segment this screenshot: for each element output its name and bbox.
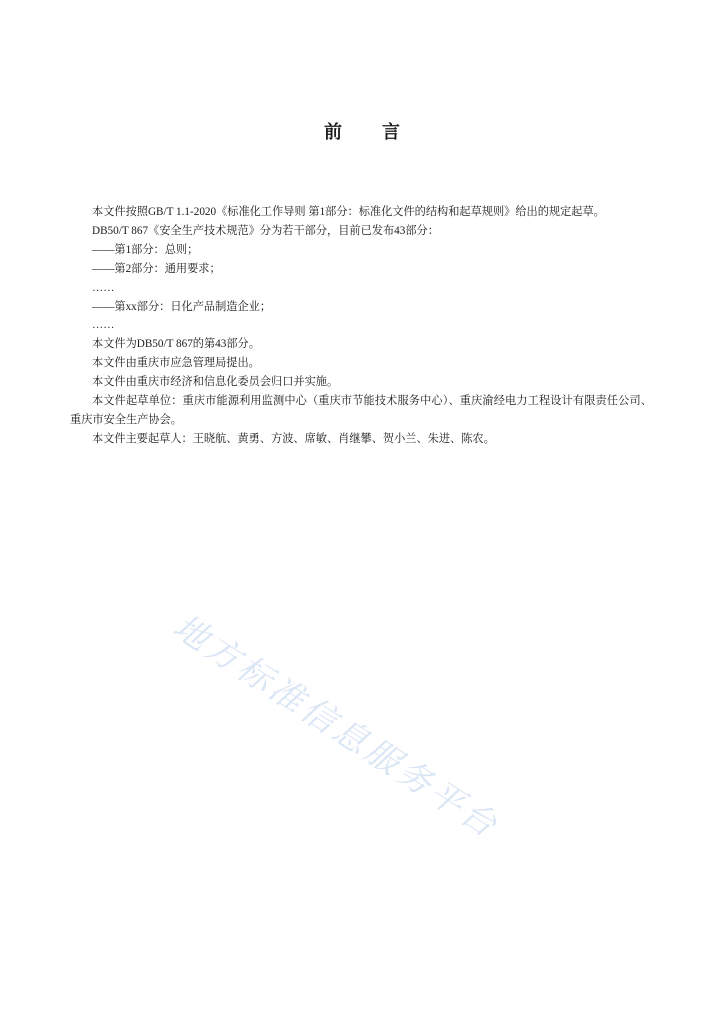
list-item-part-xx: ——第xx部分：日化产品制造企业； — [92, 300, 272, 313]
list-item-part-2: ——第2部分：通用要求； — [92, 262, 221, 275]
paragraph-proposed-by: 本文件由重庆市应急管理局提出。 — [92, 357, 260, 370]
title-char-2: 言 — [382, 122, 400, 143]
list-item-part-1: ——第1部分：总则； — [92, 243, 199, 256]
list-ellipsis-2: …… — [92, 319, 115, 332]
title-char-1: 前 — [324, 122, 342, 143]
paragraph-part-number: 本文件为DB50/T 867的第43部分。 — [92, 338, 260, 351]
foreword-body — [70, 203, 652, 449]
paragraph-drafters: 本文件主要起草人：王晓航、黄勇、方波、席敏、肖继攀、贺小兰、朱进、陈农。 — [92, 432, 495, 445]
paragraph-standard-basis: 本文件按照GB/T 1.1-2020《标准化工作导则 第1部分：标准化文件的结构和起草规则》给出的规定起草。 — [92, 206, 605, 218]
watermark: 地方标准信息服务平台 — [165, 606, 507, 848]
list-ellipsis-1: …… — [92, 281, 115, 294]
paragraph-drafting-units: 本文件起草单位：重庆市能源利用监测中心（重庆市节能技术服务中心）、重庆渝经电力工程设计有限责任公司、重庆市安全生产协会。 — [70, 395, 652, 426]
paragraph-series-intro: DB50/T 867《安全生产技术规范》分为若干部分，目前已发布43部分： — [92, 224, 439, 237]
page-title — [0, 118, 724, 144]
paragraph-centralized-by: 本文件由重庆市经济和信息化委员会归口并实施。 — [92, 376, 339, 389]
